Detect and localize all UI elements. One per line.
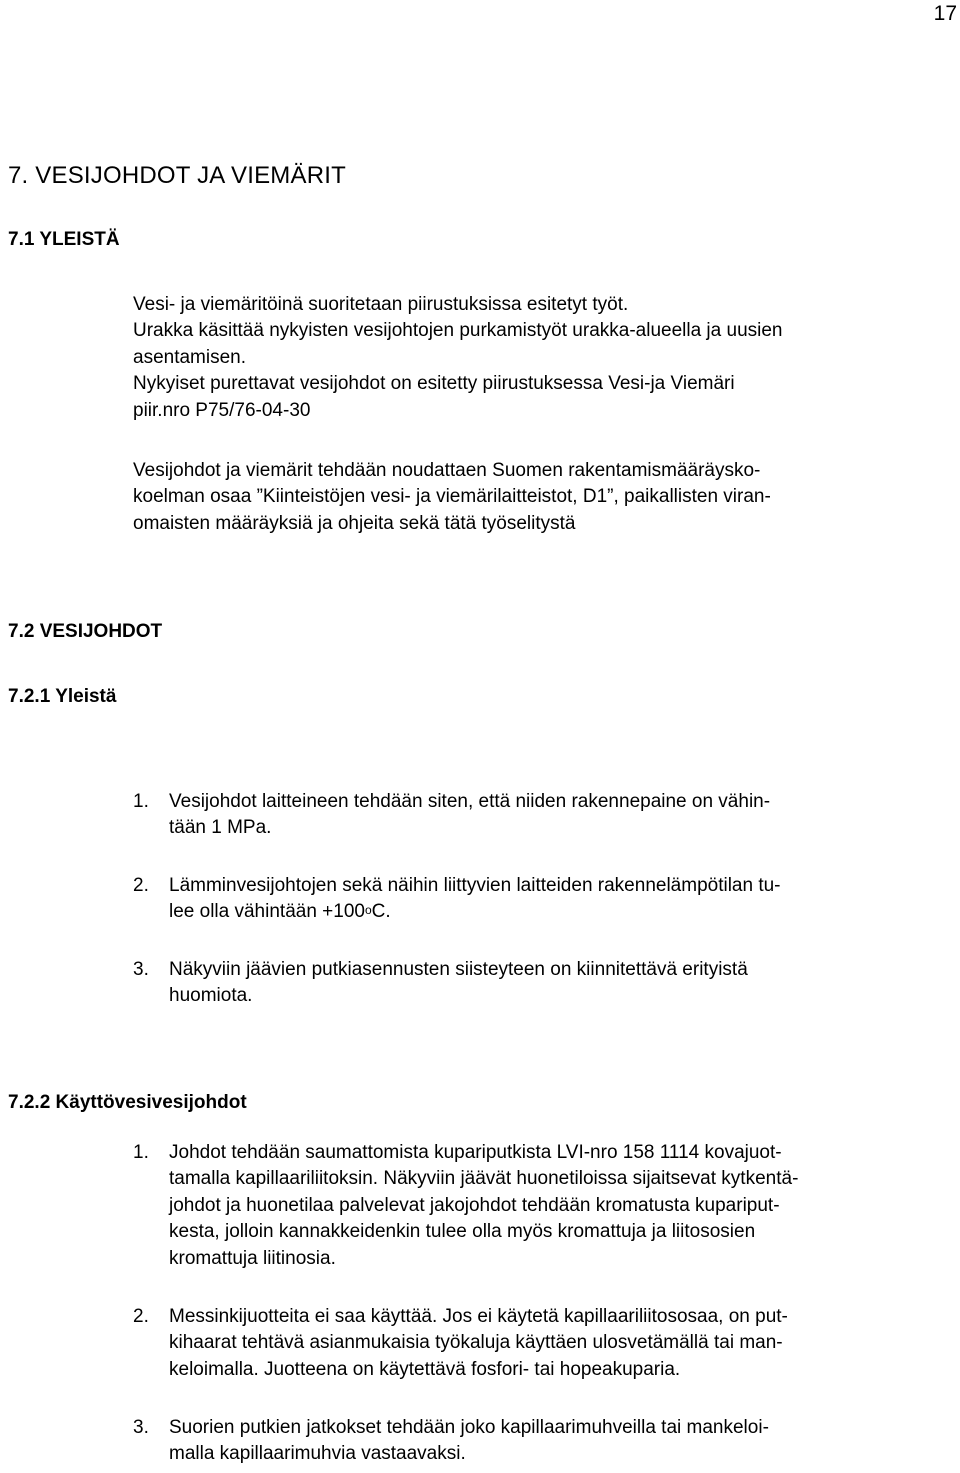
list-item-text [169, 1304, 788, 1383]
subsection-heading-7-2-1: 7.2.1 Yleistä [8, 686, 117, 707]
text-line: johdot ja huonetilaa palvelevat jakojohdot tehdään kromatusta kupariput- [169, 1194, 780, 1216]
list-item-number: 1. [133, 1142, 149, 1163]
text-line: Vesijohdot laitteineen tehdään siten, että niiden rakennepaine on vähin- [169, 791, 771, 812]
text-line: tään 1 MPa. [169, 817, 272, 839]
list-item-text [169, 873, 781, 926]
text-line: keloimalla. Juotteena on käytettävä fosfori- tai hopeakuparia. [169, 1358, 681, 1380]
text-line: Suorien putkien jatkokset tehdään joko kapillaarimuhveilla tai mankeloi- [169, 1417, 769, 1438]
paragraph-scope [133, 292, 960, 424]
page-number: 17 [933, 2, 957, 25]
text-line: Nykyiset purettavat vesijohdot on esitetty piirustuksessa Vesi-ja Viemäri [133, 373, 735, 395]
section-heading-7-2: 7.2 VESIJOHDOT [8, 621, 163, 642]
list-item-number: 1. [133, 791, 149, 812]
list-item-text [169, 789, 770, 842]
text-line: omaisten määräyksiä ja ohjeita sekä tätä työselitystä [133, 512, 576, 534]
degree-superscript: o [364, 903, 372, 918]
list-item-number: 2. [133, 875, 149, 896]
text-line: piir.nro P75/76-04-30 [133, 399, 311, 421]
list-item-text [169, 1140, 798, 1272]
chapter-heading: 7. VESIJOHDOT JA VIEMÄRIT [8, 162, 346, 189]
text-line: asentamisen. [133, 346, 247, 368]
list-item-text [169, 1415, 769, 1468]
text-line: Messinkijuotteita ei saa käyttää. Jos ei käytetä kapillaariliitososaa, on put- [169, 1306, 788, 1327]
text-line: kesta, jolloin kannakkeidenkin tulee olla myös kromattuja ja liitososien [169, 1221, 756, 1243]
text-line: huomiota. [169, 985, 253, 1007]
text-line: Vesijohdot ja viemärit tehdään noudattaen Suomen rakentamismääräysko- [133, 460, 761, 481]
subsection-heading-7-2-2: 7.2.2 Käyttövesivesijohdot [8, 1092, 247, 1113]
section-heading-7-1: 7.1 YLEISTÄ [8, 229, 120, 250]
text-line: Johdot tehdään saumattomista kupariputkista LVI-nro 158 1114 kovajuot- [169, 1142, 782, 1163]
text-line: Urakka käsittää nykyisten vesijohtojen purkamistyöt urakka-alueella ja uusien [133, 320, 783, 342]
list-item-number: 3. [133, 959, 149, 980]
list-item-number: 2. [133, 1306, 149, 1327]
text-line: Vesi- ja viemäritöinä suoritetaan piirustuksissa esitetyt työt. [133, 294, 629, 315]
text-line: malla kapillaarimuhvia vastaavaksi. [169, 1443, 466, 1465]
list-item-number: 3. [133, 1417, 149, 1438]
paragraph-regulations [133, 458, 960, 537]
list-item-text [169, 957, 748, 1010]
text-line: Lämminvesijohtojen sekä näihin liittyvien laitteiden rakennelämpötilan tu- [169, 875, 781, 896]
text-line: koelman osaa ”Kiinteistöjen vesi- ja viemärilaitteistot, D1”, paikallisten viran- [133, 486, 771, 508]
text-line: tamalla kapillaariliitoksin. Näkyviin jäävät huonetiloissa sijaitsevat kytkentä- [169, 1168, 799, 1190]
text-line: kihaarat tehtävä asianmukaisia työkaluja käyttäen ulosvetämällä tai man- [169, 1332, 783, 1354]
text-fragment: lee olla vähintään +100 [169, 901, 365, 923]
text-line [169, 899, 781, 925]
text-fragment: C. [371, 901, 391, 923]
text-line: kromattuja liitinosia. [169, 1247, 336, 1269]
text-line: Näkyviin jäävien putkiasennusten siisteyteen on kiinnitettävä erityistä [169, 959, 748, 980]
